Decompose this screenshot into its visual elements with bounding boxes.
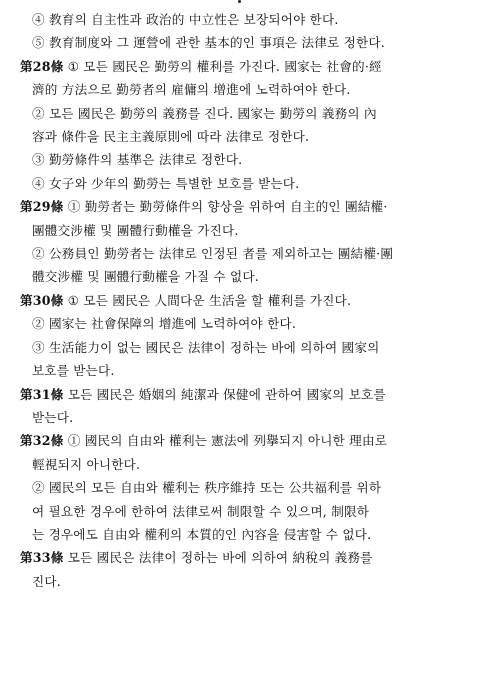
article-number: 第28條 — [20, 58, 64, 74]
article-number: 第33條 — [20, 550, 64, 566]
line-text: ② 國家는 社會保障의 增進에 노력하여야 한다. — [32, 316, 297, 332]
text-line — [20, 78, 492, 101]
text-line — [20, 453, 492, 476]
line-text: 濟的 方法으로 勤勞者의 雇傭의 增進에 노력하여야 한다. — [32, 82, 351, 98]
text-line — [20, 125, 492, 148]
text-line — [20, 312, 492, 335]
line-text: 團體交涉權 및 團體行動權을 가진다. — [32, 222, 239, 238]
text-line — [20, 289, 492, 312]
line-text: 容과 條件을 民主主義原則에 따라 法律로 정한다. — [32, 129, 310, 145]
line-text: 體交涉權 및 團體行動權을 가질 수 없다. — [32, 269, 259, 285]
text-line — [20, 476, 492, 499]
line-text: 는 경우에도 自由와 權利의 本質的인 內容을 侵害할 수 없다. — [32, 526, 372, 542]
line-text: ② 公務員인 勤勞者는 法律로 인정된 者를 제외하고는 團結權·團 — [32, 246, 394, 262]
text-line — [20, 242, 492, 265]
text-line — [20, 383, 492, 406]
line-text: ④ 女子와 少年의 勤勞는 특별한 보호를 받는다. — [32, 175, 300, 191]
line-text: ④ 教育의 自主性과 政治的 中立性은 보장되어야 한다. — [32, 12, 339, 27]
line-text: ⑤ 教育制度와 그 運營에 관한 基本的인 事項은 法律로 정한다. — [32, 35, 385, 51]
line-text: ① 勤勞者는 勤勞條件의 향상을 위하여 自主的인 團結權· — [63, 199, 388, 215]
text-line — [20, 31, 492, 54]
text-line — [20, 172, 492, 195]
article-text — [20, 8, 492, 593]
text-line — [20, 570, 492, 593]
article-number: 第32條 — [20, 433, 64, 449]
scan-speck — [238, 0, 241, 3]
line-text: ① 모든 國民은 勤勞의 權利를 가진다. 國家는 社會的·經 — [63, 58, 382, 74]
text-line — [20, 523, 492, 546]
line-text: 모든 國民은 婚姻의 純潔과 保健에 관하여 國家의 보호를 — [63, 386, 386, 402]
article-number: 第31條 — [20, 386, 64, 402]
line-text: 진다. — [32, 573, 61, 589]
line-text: 여 필요한 경우에 한하여 法律로써 制限할 수 있으며, 制限하 — [32, 503, 370, 519]
line-text: 보호를 받는다. — [32, 363, 115, 379]
text-line — [20, 359, 492, 382]
text-line — [20, 500, 492, 523]
line-text: ② 國民의 모든 自由와 權利는 秩序維持 또는 公共福利를 위하 — [32, 480, 382, 496]
text-line — [20, 429, 492, 452]
text-line — [20, 102, 492, 125]
text-line — [20, 8, 492, 31]
text-line — [20, 546, 492, 569]
line-text: 받는다. — [32, 409, 74, 425]
line-text: ① 國民의 自由와 權利는 憲法에 列擧되지 아니한 理由로 — [63, 433, 388, 449]
text-line — [20, 406, 492, 429]
text-line — [20, 265, 492, 288]
text-line — [20, 148, 492, 171]
line-text: ① 모든 國民은 人間다운 生活을 할 權利를 가진다. — [63, 292, 352, 308]
line-text: 모든 國民은 法律이 정하는 바에 의하여 納稅의 義務를 — [63, 550, 373, 566]
article-number: 第30條 — [20, 292, 64, 308]
article-number: 第29條 — [20, 199, 64, 215]
text-line — [20, 195, 492, 218]
text-line — [20, 55, 492, 78]
line-text: ② 모든 國民은 勤勞의 義務를 진다. 國家는 勤勞의 義務의 內 — [32, 105, 377, 121]
text-line — [20, 336, 492, 359]
line-text: ③ 生活能力이 없는 國民은 法律이 정하는 바에 의하여 國家의 — [32, 339, 380, 355]
line-text: 輕視되지 아니한다. — [32, 456, 141, 472]
text-line — [20, 219, 492, 242]
line-text: ③ 勤勞條件의 基準은 法律로 정한다. — [32, 152, 243, 168]
